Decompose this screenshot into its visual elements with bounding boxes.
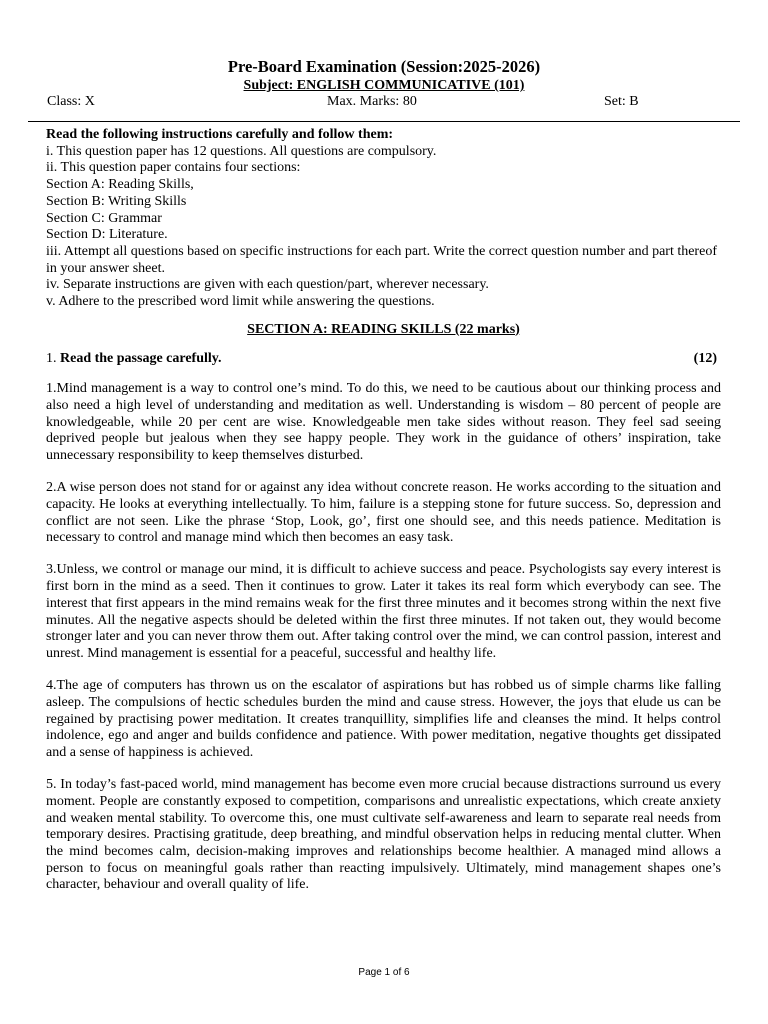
question-1-prompt — [46, 351, 222, 368]
instruction-line: i. This question paper has 12 questions. All questions are compulsory. — [46, 143, 437, 159]
passage-paragraph: 4.The age of computers has thrown us on the escalator of aspirations but has robbed us of simple charms like falling asleep. The compulsions of hectic schedules burden the mind and cause stress. However, the joys that elude us can be regained by practising power meditation. It creates tranquillity, simplifies life and cleanses the mind. It helps control indolence, ego and anger and builds confidence and patience. With power meditation, negative thoughts get dissipated and a sense of happiness is achieved. — [46, 678, 721, 760]
instructions-heading: Read the following instructions carefully and follow them: — [46, 127, 394, 142]
instruction-line: Section D: Literature. — [46, 227, 168, 243]
instruction-line: iv. Separate instructions are given with each question/part, wherever necessary. — [46, 277, 489, 293]
exam-title: Pre-Board Examination (Session:2025-2026) — [227, 57, 541, 76]
passage-paragraph: 1.Mind management is a way to control one’s mind. To do this, we need to be cautious about our thinking process and also need a high level of understanding and meditation as well. Understanding is wisdom – 80 percent of people are knowledgeable, while 20 per cent are wise. Knowledgeable men take sides without reason. They feel sad seeing deprived people but jealous when they see happy people. They work in the guidance of others’ inspiration, take unnecessary responsibility to keep themselves disturbed. — [46, 381, 721, 463]
instruction-line: v. Adhere to the prescribed word limit while answering the questions. — [46, 294, 435, 310]
passage-paragraph: 3.Unless, we control or manage our mind, it is difficult to achieve success and peace. Psychologists say every interest is first born in the mind as a seed. Then it continues to grow. Later it takes its real form which everybody can see. The interest that first appears in the mind remains weak for the first three minutes and it becomes strong within the next five minutes. All the negative aspects should be deleted within the first three minutes. If not taken out, they would become stronger later and you can never throw them out. After taking control over the mind, we can control passion, interest and unrest. Mind management is essential for a peaceful, successful and healthy life. — [46, 562, 721, 661]
passage-paragraph: 5. In today’s fast-paced world, mind management has become even more crucial because distractions surround us every moment. People are constantly exposed to competition, comparisons and unrealistic expectations, which create anxiety and weaken mental stability. To overcome this, one must cultivate self-awareness and learn to separate real needs from temporary desires. Practising gratitude, deep breathing, and mindful observation helps in reducing mental clutter. When the mind becomes calm, decision-making improves and relationships become healthier. A managed mind allows a person to focus on meaningful goals rather than reacting impulsively. Ultimately, mind management shapes one’s character, behaviour and overall quality of life. — [46, 777, 721, 893]
header-divider — [28, 121, 740, 122]
question-number: 1. — [46, 351, 57, 367]
instruction-line: Section C: Grammar — [46, 210, 162, 226]
instruction-line: Section B: Writing Skills — [46, 193, 187, 209]
section-a-heading: SECTION A: READING SKILLS (22 marks) — [247, 321, 520, 337]
question-text: Read the passage carefully. — [60, 351, 222, 367]
set-label: Set: B — [604, 94, 639, 109]
instruction-line: ii. This question paper contains four sections: — [46, 160, 301, 176]
max-marks-label: Max. Marks: 80 — [327, 94, 417, 109]
exam-subject: Subject: ENGLISH COMMUNICATIVE (101) — [243, 78, 525, 93]
page-number: Page 1 of 6 — [358, 967, 410, 978]
instruction-line: Section A: Reading Skills, — [46, 177, 194, 193]
paper-content — [46, 127, 721, 910]
passage-paragraph: 2.A wise person does not stand for or against any idea without concrete reason. He works according to the situation and capacity. He looks at everything intellectually. To him, failure is a stepping stone for future success. So, depression and conflict are not seen. Like the phrase ‘Stop, Look, go’, first one should see, and this needs patience. Meditation is necessary to control and manage mind which then becomes an easy task. — [46, 480, 721, 546]
question-marks: (12) — [693, 351, 717, 367]
question-1-header — [46, 351, 721, 368]
instructions-list — [46, 144, 721, 311]
class-label: Class: X — [47, 94, 95, 109]
instruction-line: iii. Attempt all questions based on specific instructions for each part. Write the correct question number and part thereof in your answer sheet. — [46, 243, 717, 276]
